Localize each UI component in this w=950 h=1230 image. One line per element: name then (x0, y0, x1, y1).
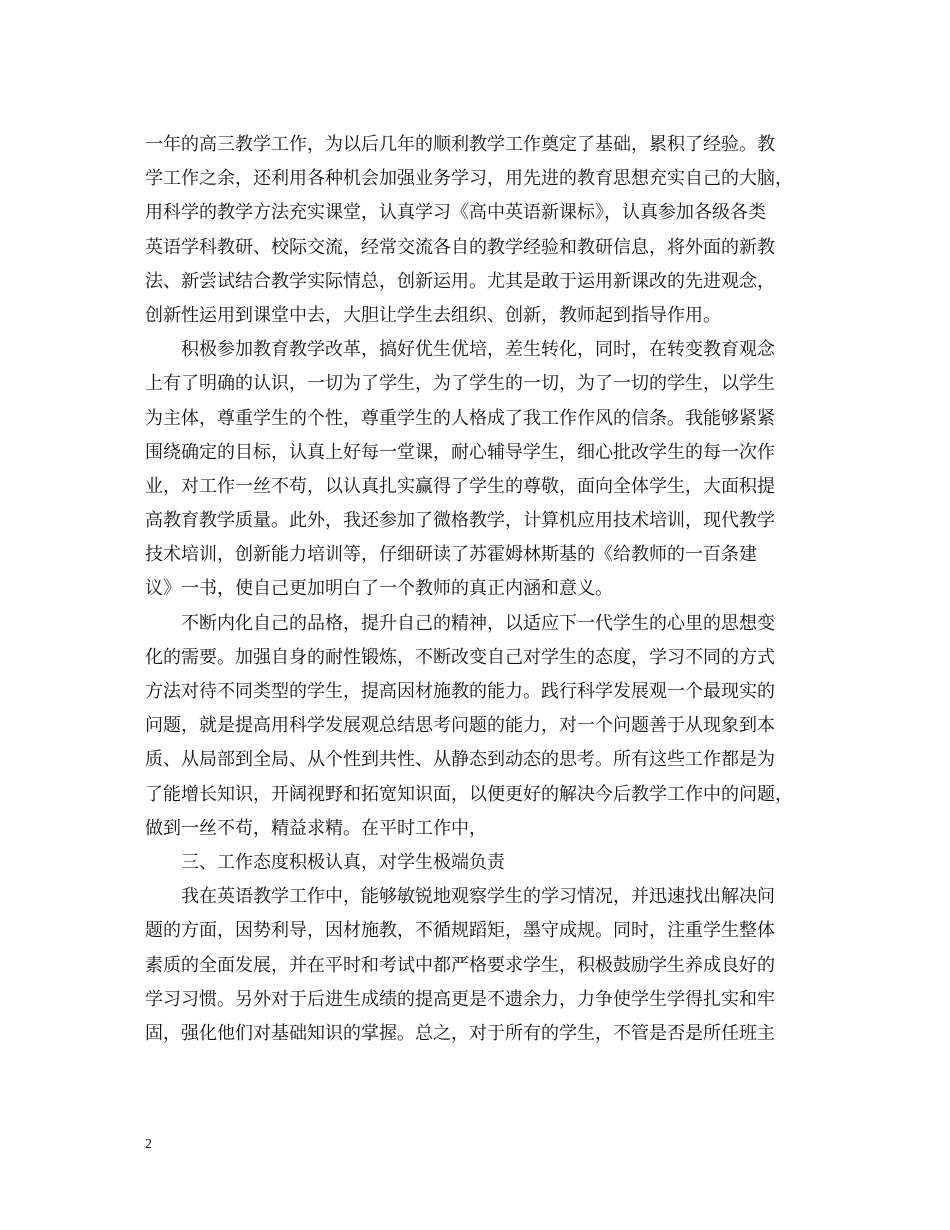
text-line: 了能增长知识，开阔视野和拓宽知识面，以便更好的解决今后教学工作中的问题， (145, 783, 793, 805)
page-number: 2 (145, 1137, 152, 1152)
text-line: 问题，就是提高用科学发展观总结思考问题的能力，对一个问题善于从现象到本 (145, 715, 775, 737)
text-line: 化的需要。加强自身的耐性锻炼，不断改变自己对学生的态度，学习不同的方式 (145, 646, 775, 668)
text-line: 固，强化他们对基础知识的掌握。总之，对于所有的学生，不管是否是所任班主 (145, 1022, 775, 1044)
text-line: 创新性运用到课堂中去，大胆让学生去组织、创新，教师起到指导作用。 (145, 304, 721, 326)
text-line: 三、工作态度积极认真，对学生极端负责 (181, 851, 505, 873)
text-line: 方法对待不同类型的学生，提高因材施教的能力。践行科学发展观一个最现实的 (145, 681, 775, 702)
text-line: 学习习惯。另外对于后进生成绩的提高更是不遗余力，力争使学生学得扎实和牢 (145, 988, 775, 1010)
text-line: 为主体，尊重学生的个性，尊重学生的人格成了我工作作风的信条。我能够紧紧 (145, 407, 775, 429)
text-line: 技术培训，创新能力培训等，仔细研读了苏霍姆林斯基的《给教师的一百条建 (145, 544, 757, 566)
body-text (145, 128, 805, 1051)
text-line: 不断内化自己的品格，提升自己的精神，以适应下一代学生的心里的思想变 (181, 612, 775, 634)
text-line: 质、从局部到全局、从个性到共性、从静态到动态的思考。所有这些工作都是为 (145, 749, 775, 771)
text-line: 业，对工作一丝不苟，以认真扎实赢得了学生的尊敬，面向全体学生，大面积提 (145, 475, 775, 497)
text-line: 用科学的教学方法充实课堂，认真学习《高中英语新课标》，认真参加各级各类 (145, 202, 766, 224)
text-line: 题的方面，因势利导，因材施教，不循规蹈矩，墨守成规。同时，注重学生整体 (145, 920, 775, 942)
text-line: 围绕确定的目标，认真上好每一堂课，耐心辅导学生，细心批改学生的每一次作 (145, 441, 775, 463)
text-line: 积极参加教育教学改革，搞好优生优培，差生转化，同时，在转变教育观念 (181, 339, 775, 361)
text-line: 法、新尝试结合教学实际情总，创新运用。尤其是敢于运用新课改的先进观念， (145, 270, 775, 292)
text-line: 我在英语教学工作中，能够敏锐地观察学生的学习情况，并迅速找出解决问 (181, 886, 775, 908)
text-line: 学工作之余，还利用各种机会加强业务学习，用先进的教育思想充实自己的大脑， (145, 168, 793, 190)
text-line: 英语学科教研、校际交流，经常交流各自的教学经验和教研信息，将外面的新教 (145, 236, 775, 258)
text-line: 议》一书，使自己更加明白了一个教师的真正内涵和意义。 (145, 578, 613, 600)
text-line: 一年的高三教学工作，为以后几年的顺利教学工作奠定了基础，累积了经验。教 (145, 134, 775, 155)
text-line: 做到一丝不苟，精益求精。在平时工作中， (145, 817, 487, 839)
text-line: 上有了明确的认识，一切为了学生，为了学生的一切，为了一切的学生，以学生 (145, 373, 775, 395)
text-line: 素质的全面发展，并在平时和考试中都严格要求学生，积极鼓励学生养成良好的 (145, 954, 775, 976)
text-line: 高教育教学质量。此外，我还参加了微格教学，计算机应用技术培训，现代教学 (145, 510, 775, 532)
